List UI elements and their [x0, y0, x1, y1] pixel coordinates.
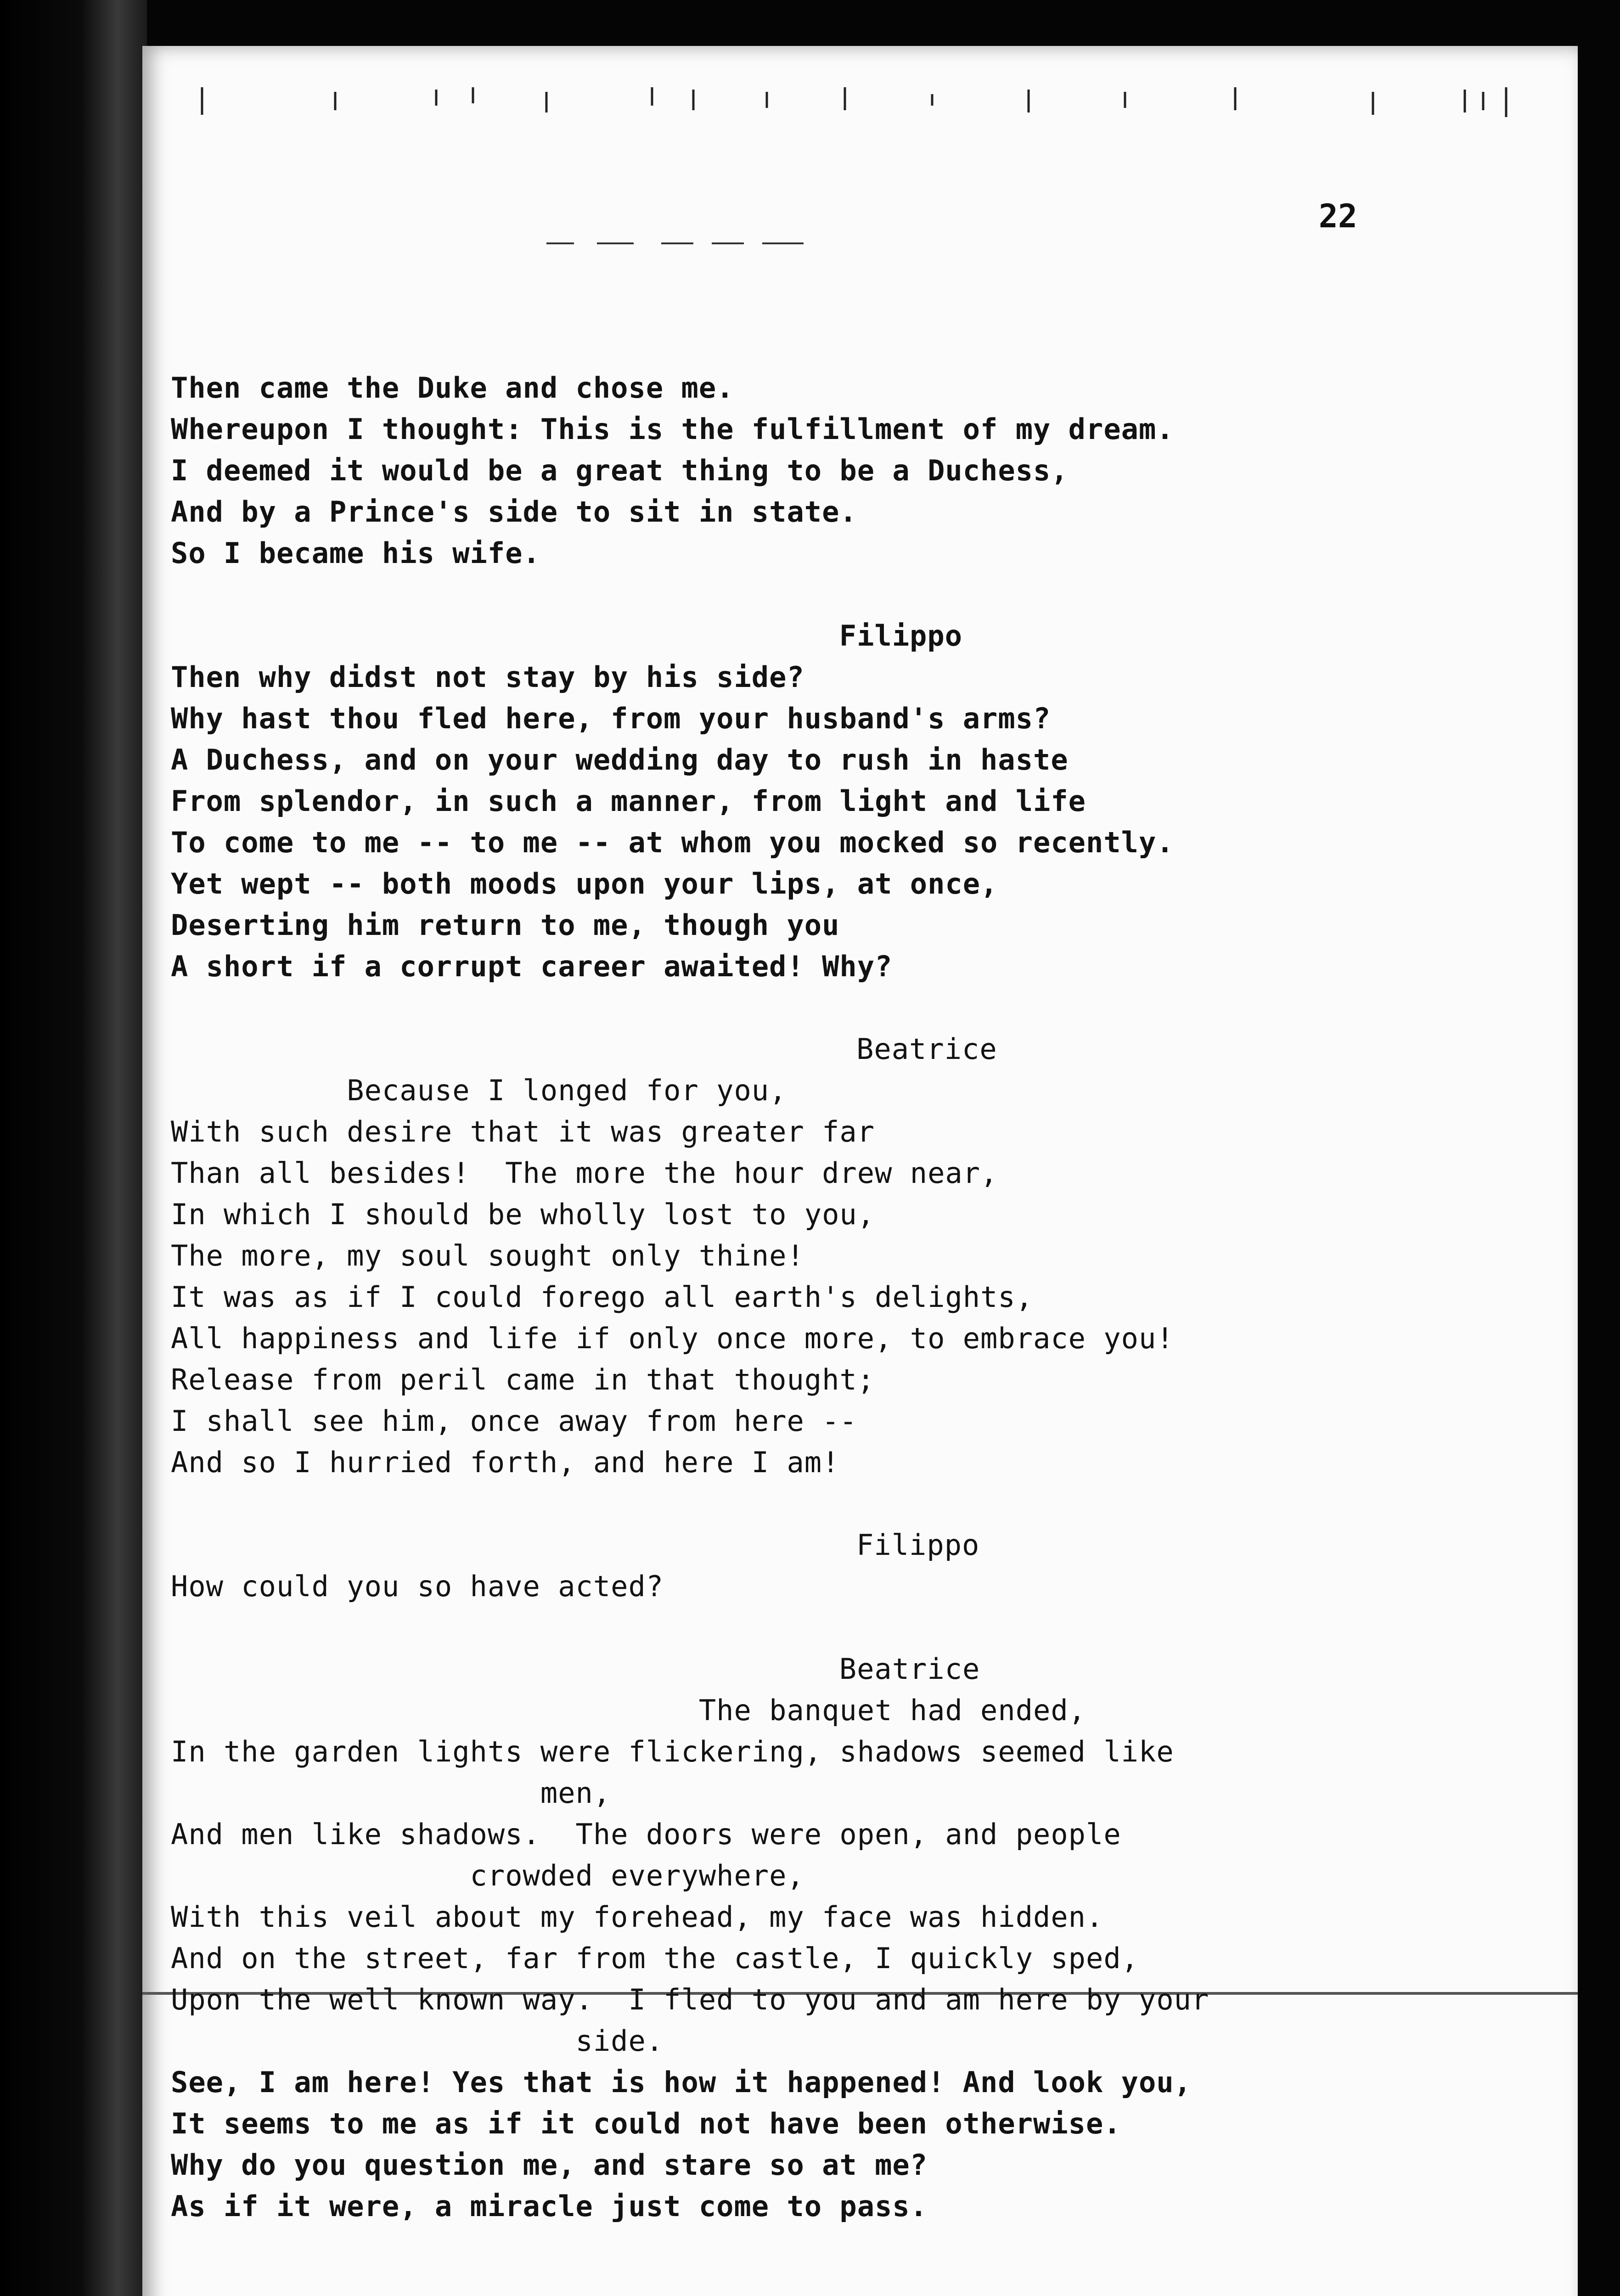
script-line: So I became his wife. — [171, 536, 540, 570]
script-line: crowded everywhere, — [171, 1859, 804, 1892]
speaker-name: Filippo — [839, 619, 963, 653]
script-line: In which I should be wholly lost to you, — [171, 1198, 875, 1231]
script-text — [171, 367, 1567, 2227]
script-line: Because I longed for you, — [171, 1074, 787, 1107]
script-line: Yet wept -- both moods upon your lips, at once, — [171, 867, 998, 900]
script-line: As if it were, a miracle just come to pass. — [171, 2189, 928, 2223]
script-line: It was as if I could forego all earth's delights, — [171, 1280, 1034, 1314]
script-line: And men like shadows. The doors were open, and people — [171, 1818, 1121, 1851]
script-line: I shall see him, once away from here -- — [171, 1404, 857, 1438]
script-line: See, I am here! Yes that is how it happened! And look you, — [171, 2065, 1192, 2099]
speaker-gap — [171, 1607, 1567, 1649]
script-line: To come to me -- to me -- at whom you mocked so recently. — [171, 826, 1174, 859]
script-line: The banquet had ended, — [171, 1694, 1086, 1727]
script-line: men, — [171, 1776, 611, 1810]
script-line: Then came the Duke and chose me. — [171, 371, 734, 405]
script-line: Then why didst not stay by his side? — [171, 660, 804, 694]
script-line: Whereupon I thought: This is the fulfillment of my dream. — [171, 412, 1174, 446]
script-line: Upon the well known way. I fled to you and am here by your — [171, 1983, 1209, 2016]
script-line: Than all besides! The more the hour drew near, — [171, 1156, 998, 1190]
binding-shadow — [0, 0, 147, 2296]
script-line: And by a Prince's side to sit in state. — [171, 495, 857, 529]
script-line: It seems to me as if it could not have been otherwise. — [171, 2107, 1121, 2140]
script-line: Why do you question me, and stare so at me? — [171, 2148, 928, 2182]
script-line: All happiness and life if only once more, to embrace you! — [171, 1322, 1174, 1355]
script-line: How could you so have acted? — [171, 1570, 664, 1603]
script-line: The more, my soul sought only thine! — [171, 1239, 804, 1272]
strike-marks — [546, 239, 868, 248]
script-line: I deemed it would be a great thing to be a Duchess, — [171, 454, 1069, 487]
speaker-name: Beatrice — [839, 1652, 980, 1686]
paper-sheet — [142, 46, 1578, 2296]
script-line: With this veil about my forehead, my face was hidden. — [171, 1900, 1104, 1934]
script-line: With such desire that it was greater far — [171, 1115, 875, 1148]
script-line: Deserting him return to me, though you — [171, 908, 840, 942]
speaker-gap — [171, 1483, 1567, 1525]
script-line: From splendor, in such a manner, from light and life — [171, 784, 1086, 818]
script-line: A short if a corrupt career awaited! Why? — [171, 950, 893, 983]
script-line: And on the street, far from the castle, I quickly sped, — [171, 1941, 1139, 1975]
page-number: 22 — [1318, 197, 1357, 235]
script-line: In the garden lights were flickering, shadows seemed like — [171, 1735, 1174, 1768]
speaker-name: Beatrice — [856, 1032, 997, 1066]
script-line: side. — [171, 2024, 664, 2058]
top-edge-marks — [197, 78, 1529, 129]
script-line: Release from peril came in that thought; — [171, 1363, 875, 1396]
speaker-name: Filippo — [856, 1528, 980, 1562]
script-line: A Duchess, and on your wedding day to rush in haste — [171, 743, 1069, 777]
speaker-gap — [171, 574, 1567, 615]
speaker-gap — [171, 987, 1567, 1029]
script-line: Why hast thou fled here, from your husband's arms? — [171, 702, 1051, 735]
script-line: And so I hurried forth, and here I am! — [171, 1446, 840, 1479]
